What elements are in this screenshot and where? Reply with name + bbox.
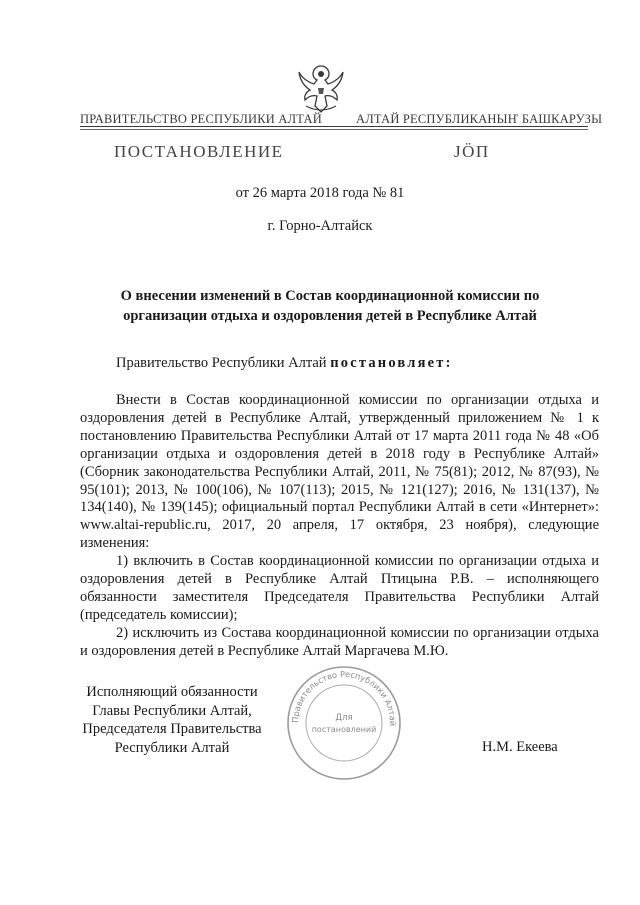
signatory-title bbox=[62, 683, 282, 757]
signatory-title-line: Республики Алтай bbox=[114, 739, 230, 756]
header-divider-thin bbox=[80, 129, 588, 130]
signatory-title-line: Исполняющий обязанности bbox=[86, 684, 258, 700]
header-title-russian: ПРАВИТЕЛЬСТВО РЕСПУБЛИКИ АЛТАЙ bbox=[80, 112, 322, 126]
body-list-item: 2) исключить из Состава координационной комиссии по организации отдыха и оздоровления детей в Республике Алтай Маргачева М.Ю. bbox=[80, 624, 599, 659]
document-body bbox=[80, 392, 599, 661]
header-divider bbox=[80, 126, 588, 127]
signatory-title-line: Главы Республики Алтай, bbox=[92, 702, 252, 719]
document-date-number: от 26 марта 2018 года № 81 bbox=[235, 185, 405, 201]
coat-of-arms-icon bbox=[296, 62, 346, 116]
body-list-item: 1) включить в Состав координационной комиссии по организации отдыха и оздоровления детей в Республике Алтай Птицына Р.В. – исполняющего обязанности заместителя Председателя Правительства Республики Алтай (председатель комиссии); bbox=[80, 553, 599, 623]
body-paragraph: Внести в Состав координационной комиссии по организации отдыха и оздоровления детей в Республике Алтай, утвержденный приложением № 1 к постановлению Правительства Республики Алтай от 17 марта 2011 года № 48 «Об организации отдыха и оздоровления детей в 2018 году в Республике Алтай» (Сборник законодательства Республики Алтай, 2011, № 75(81); 2012, № 87(93), № 95(101); 2013, № 100(106), № 107(113); 2015, № 121(127); 2016, № 131(137), № 134(140), № 139(145); официальный портал Республики Алтай в сети «Интернет»: www.altai-republic.ru, 2017, 20 апреля, 17 октября, 23 ноября), следующие изменения: bbox=[80, 392, 599, 552]
stamp-center-line: Для bbox=[335, 713, 353, 723]
doc-type-russian: ПОСТАНОВЛЕНИЕ bbox=[114, 142, 284, 161]
document-city: г. Горно-Алтайск bbox=[267, 218, 373, 234]
doc-type-altai: ЈÖП bbox=[454, 142, 490, 161]
preamble-decree-word: постановляет: bbox=[330, 355, 453, 371]
document-subject: О внесении изменений в Состав координационной комиссии по организации отдыха и оздоровления детей в Республике Алтай bbox=[120, 288, 540, 324]
official-stamp bbox=[284, 663, 404, 783]
signatory-title-line: Председателя Правительства bbox=[82, 721, 262, 737]
stamp-center-line: постановлений bbox=[311, 725, 377, 734]
preamble-text: Правительство Республики Алтай bbox=[116, 355, 327, 371]
stamp-ring-text: Правительство Республики Алтай bbox=[289, 668, 399, 727]
preamble bbox=[116, 355, 453, 372]
signatory-name: Н.М. Екеева bbox=[482, 739, 558, 755]
header-title-altai: АЛТАЙ РЕСПУБЛИКАНЫҤ БАШКАРУЗЫ bbox=[356, 112, 603, 126]
